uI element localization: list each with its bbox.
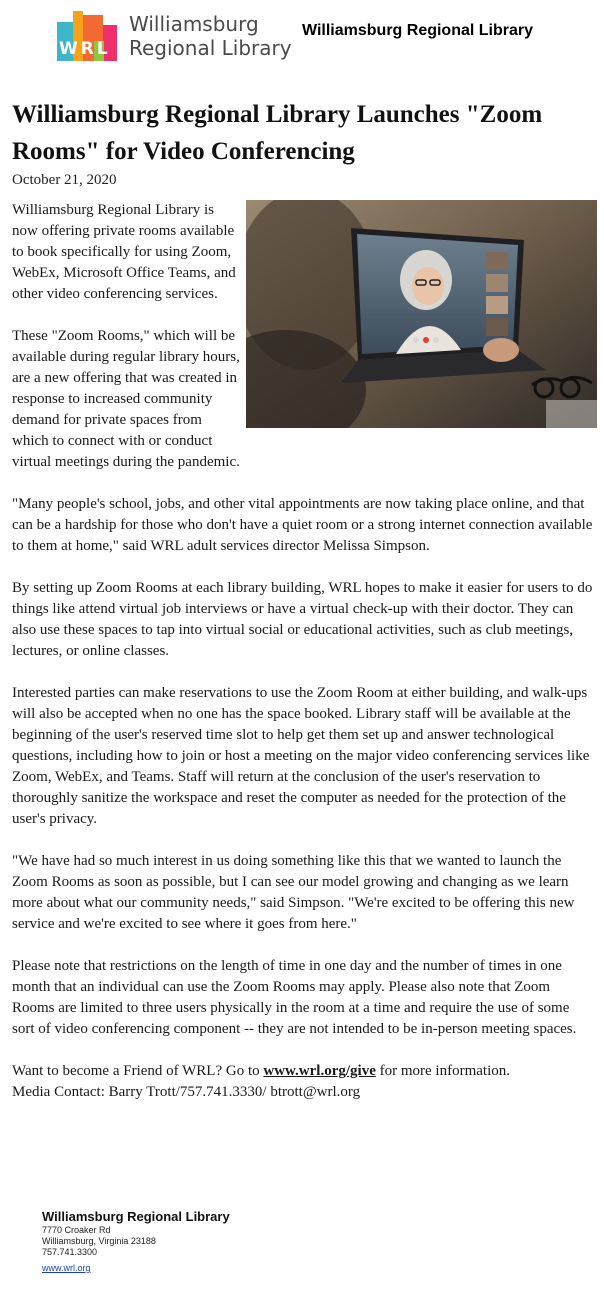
footer-website-link[interactable]: www.wrl.org xyxy=(42,1263,91,1273)
paragraph: "We have had so much interest in us doing something like this that we wanted to launch the Zoom Rooms as soon as possible, but I can see our model growing and changing as we learn more about what our community needs," said Simpson. "We're excited to be offering this new service and we're excited to see where it goes from here." xyxy=(12,853,575,932)
paragraph: "Many people's school, jobs, and other vital appointments are now taking place online, and that can be a hardship for those who don't have a quiet room or a strong internet connection available to them at home," said WRL adult services director Melissa Simpson. xyxy=(12,496,593,554)
wrl-logo[interactable] xyxy=(57,11,292,61)
logo-wordmark-line1: Williamsburg xyxy=(129,12,259,36)
page-footer xyxy=(42,1209,230,1276)
friend-cta xyxy=(12,1061,594,1103)
wrl-logo-mark xyxy=(57,11,121,61)
logo-letters: WRL xyxy=(59,39,111,59)
paragraph: These "Zoom Rooms," which will be available during regular library hours, are a new offering that was created in response to increased community demand for private spaces from which to connect with or conduct virtual meetings during the pandemic. xyxy=(12,328,240,470)
article-body xyxy=(12,200,594,1103)
media-contact: Media Contact: Barry Trott/757.741.3330/ btrott@wrl.org xyxy=(12,1084,361,1100)
paragraph: Williamsburg Regional Library is now offering private rooms available to book specifically for using Zoom, WebEx, Microsoft Office Teams, and other video conferencing services. xyxy=(12,202,236,302)
give-link[interactable]: www.wrl.org/give xyxy=(263,1063,376,1079)
header-title: Williamsburg Regional Library xyxy=(302,22,534,39)
press-release xyxy=(12,96,594,1103)
article-headline: Williamsburg Regional Library Launches "Zoom Rooms" for Video Conferencing xyxy=(12,101,543,165)
logo-wordmark-line2: Regional Library xyxy=(129,36,292,60)
paragraph: Interested parties can make reservations to use the Zoom Room at either building, and walk-ups will also be accepted when no one has the space booked. Library staff will be available at the beginning of the user's reserved time slot to help get them set up and answer technological questions, including how to join or host a meeting on the major video conferencing services like Zoom, WebEx, and Teams. Staff will return at the conclusion of the user's reservation to thoroughly sanitize the workspace and reset the computer as needed for the protection of the user's privacy. xyxy=(12,685,590,827)
article-date: October 21, 2020 xyxy=(12,172,117,188)
paragraph: By setting up Zoom Rooms at each library building, WRL hopes to make it easier for users to do things like attend virtual job interviews or have a virtual check-up with their doctor. They can also use these spaces to tap into virtual social or educational activities, such as club meetings, lectures, or online classes. xyxy=(12,580,593,659)
footer-address-line2: Williamsburg, Virginia 23188 xyxy=(42,1236,156,1246)
paragraph: Please note that restrictions on the length of time in one day and the number of times in one month that an individual can use the Zoom Rooms may apply. Please also note that Zoom Rooms are limited to three users physically in the room at a time and require the use of some sort of video conferencing component -- they are not intended to be in-person meeting spaces. xyxy=(12,958,577,1037)
page-header xyxy=(0,0,604,72)
footer-address-line1: 7770 Croaker Rd xyxy=(42,1225,111,1235)
footer-phone: 757.741.3300 xyxy=(42,1247,98,1257)
laptop-video-call-illustration xyxy=(246,200,597,428)
footer-org-name: Williamsburg Regional Library xyxy=(42,1209,230,1224)
cta-text-before: Want to become a Friend of WRL? Go to xyxy=(12,1063,264,1079)
video-call-photo xyxy=(246,200,597,428)
cta-text-after: for more information. xyxy=(375,1063,510,1079)
